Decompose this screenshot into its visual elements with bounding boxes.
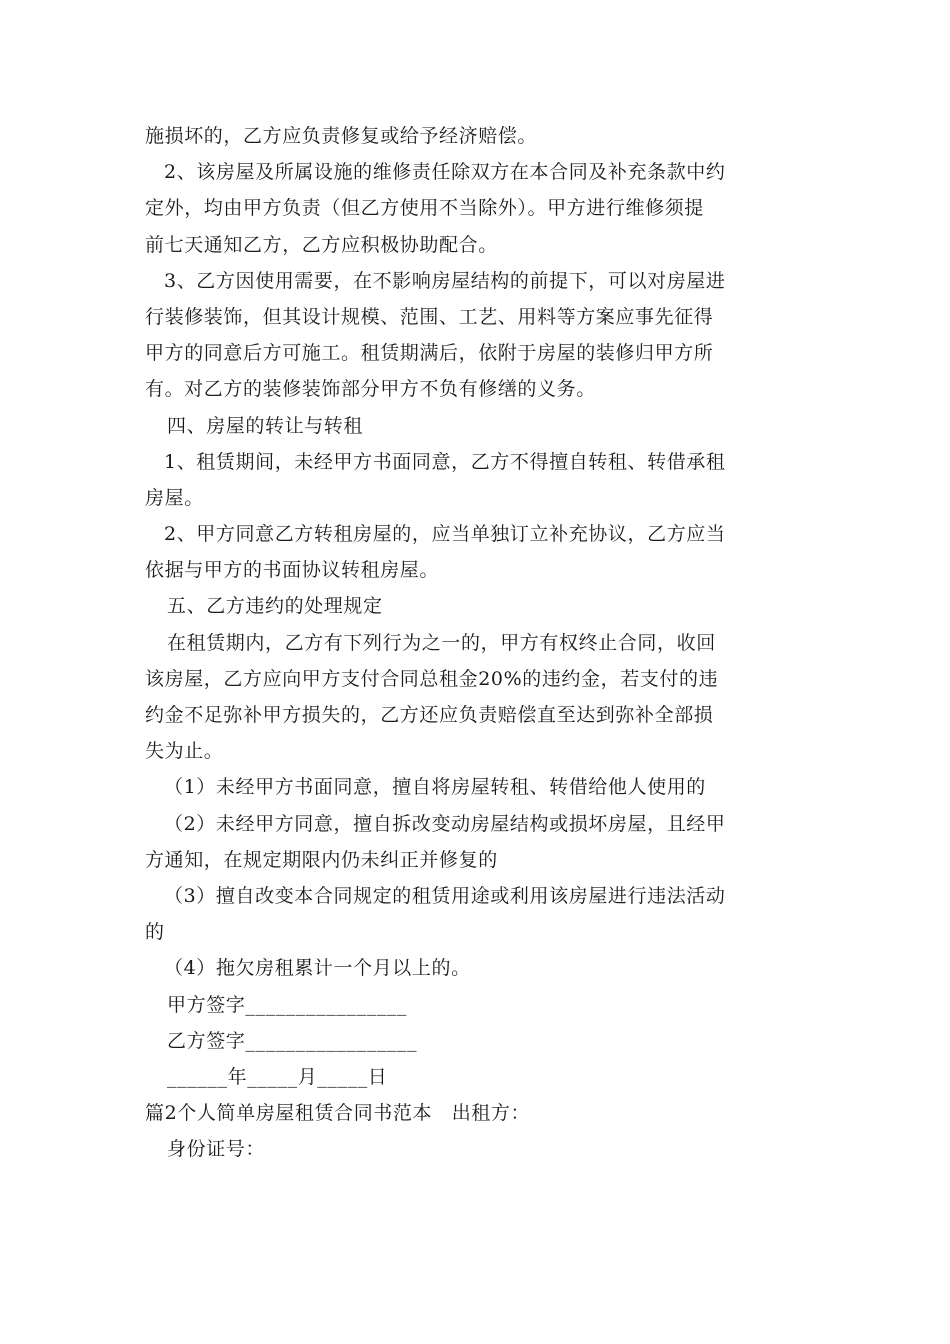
list-item — [145, 950, 815, 986]
text-line — [145, 516, 815, 552]
text-line — [145, 335, 815, 371]
line-text: 3、乙方因使用需要，在不影响房屋结构的前提下，可以对房屋进 — [164, 269, 726, 292]
line-text: 定外，均由甲方负责（但乙方使用不当除外）。甲方进行维修须提 — [145, 197, 704, 220]
line-text: 依据与甲方的书面协议转租房屋。 — [145, 559, 440, 582]
section-heading — [145, 408, 815, 444]
text-line — [145, 480, 815, 516]
line-text: 1、租赁期间，未经甲方书面同意，乙方不得擅自转租、转借承租 — [164, 450, 726, 473]
line-text: 篇2个人简单房屋租赁合同书范本 出租方： — [145, 1102, 531, 1125]
line-text: 有。对乙方的装修装饰部分甲方不负有修缮的义务。 — [145, 378, 596, 401]
text-line — [145, 263, 815, 299]
text-line — [145, 697, 815, 733]
line-text: 四、房屋的转让与转租 — [167, 414, 364, 437]
list-item — [145, 806, 815, 842]
document-page — [145, 118, 815, 1167]
line-text: 方通知，在规定期限内仍未纠正并修复的 — [145, 848, 498, 871]
section-heading — [145, 588, 815, 624]
text-line — [145, 661, 815, 697]
text-line — [145, 733, 815, 769]
line-text: 的 — [145, 921, 165, 944]
list-item — [145, 878, 815, 914]
text-line — [145, 552, 815, 588]
signature-line-party-a — [145, 987, 815, 1023]
line-text: 约金不足弥补甲方损失的，乙方还应负责赔偿直至达到弥补全部损 — [145, 704, 714, 726]
line-text: 乙方签字_________________ — [167, 1029, 418, 1052]
text-line — [145, 227, 815, 263]
text-line — [145, 299, 815, 335]
text-line — [145, 1131, 815, 1167]
line-text: （4）拖欠房租累计一个月以上的。 — [164, 957, 471, 980]
line-text: 行装修装饰，但其设计规模、范围、工艺、用料等方案应事先征得 — [145, 305, 714, 328]
text-line — [145, 371, 815, 407]
line-text: 2、该房屋及所属设施的维修责任除双方在本合同及补充条款中约 — [164, 161, 726, 184]
line-text: 甲方的同意后方可施工。租赁期满后，依附于房屋的装修归甲方所 — [145, 342, 714, 365]
line-text: 前七天通知乙方，乙方应积极协助配合。 — [145, 233, 498, 256]
text-line — [145, 190, 815, 226]
text-line — [145, 625, 815, 661]
line-text: 施损坏的，乙方应负责修复或给予经济赔偿。 — [145, 125, 538, 147]
line-text: （2）未经甲方同意，擅自拆改变动房屋结构或损坏房屋，且经甲 — [164, 812, 726, 835]
line-text: 身份证号： — [167, 1138, 266, 1161]
line-text: 2、甲方同意乙方转租房屋的，应当单独订立补充协议，乙方应当 — [164, 523, 726, 546]
line-text: 五、乙方违约的处理规定 — [167, 595, 383, 618]
section-title — [145, 1095, 815, 1131]
text-line — [145, 914, 815, 950]
line-text: （3）擅自改变本合同规定的租赁用途或利用该房屋进行违法活动 — [164, 884, 726, 907]
list-item — [145, 769, 815, 805]
line-text: 该房屋，乙方应向甲方支付合同总租金20%的违约金，若支付的违 — [145, 667, 719, 690]
text-line — [145, 842, 815, 878]
text-line — [145, 444, 815, 480]
date-line — [145, 1059, 815, 1095]
text-line — [145, 118, 815, 154]
text-line — [145, 154, 815, 190]
line-text: ______年_____月_____日 — [167, 1065, 388, 1088]
line-text: 在租赁期内，乙方有下列行为之一的，甲方有权终止合同，收回 — [167, 631, 716, 654]
line-text: （1）未经甲方书面同意，擅自将房屋转租、转借给他人使用的 — [164, 776, 706, 799]
signature-line-party-b — [145, 1023, 815, 1059]
line-text: 失为止。 — [145, 740, 224, 763]
line-text: 甲方签字________________ — [167, 993, 408, 1016]
line-text: 房屋。 — [145, 486, 204, 509]
